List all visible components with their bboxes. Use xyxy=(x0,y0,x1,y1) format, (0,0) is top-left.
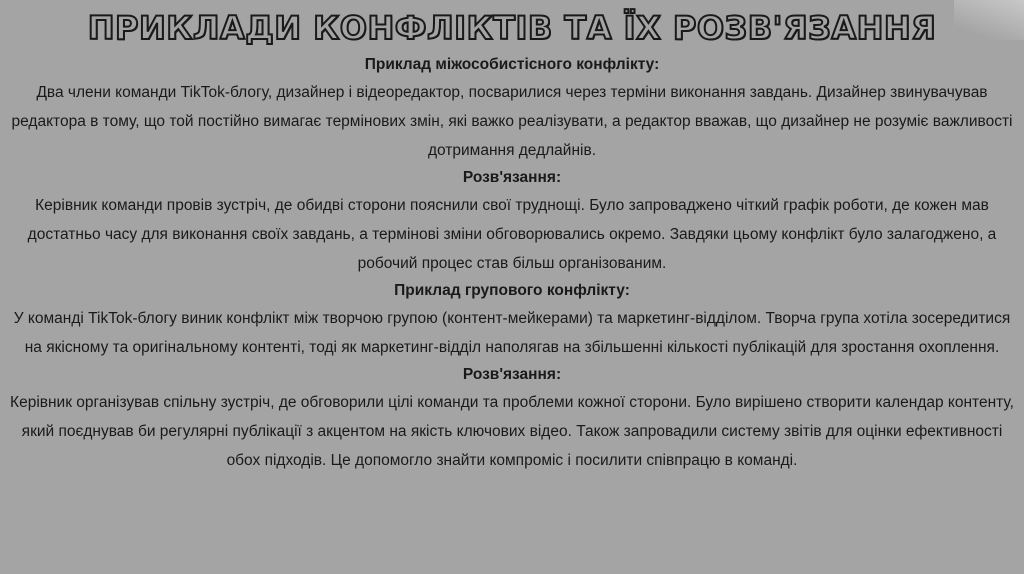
interpersonal-conflict-text: Два члени команди TikTok-блогу, дизайнер і відеоредактор, посварилися через терміни виконання завдань. Дизайнер звинувачував редактора в тому, що той постійно вимагає термінових змін, які важко реалізувати, а редактор вважав, що дизайнер не розуміє важливості дотримання дедлайнів. xyxy=(11,84,1013,159)
interpersonal-resolution-heading: Розв'язання: xyxy=(462,169,562,186)
group-conflict-heading: Приклад групового конфлікту: xyxy=(394,282,630,299)
group-resolution-text: Керівник організував спільну зустріч, де обговорили цілі команди та проблеми кожної сторони. Було вирішено створити календар контенту, який поєднував би регулярні публікації з акцентом на якість ключових відео. Також запровадили систему звітів для оцінки ефективності обох підходів. Це допомогло знайти компроміс і посилити співпрацю в команді. xyxy=(10,394,1014,469)
group-resolution-heading: Розв'язання: xyxy=(462,366,562,383)
slide-content xyxy=(4,52,1020,475)
interpersonal-resolution-text: Керівник команди провів зустріч, де обидві сторони пояснили свої труднощі. Було запроваджено чіткий графік роботи, де кожен мав достатньо часу для виконання своїх завдань, а термінові зміни обговорювались окремо. Завдяки цьому конфлікт було залагоджено, а робочий процес став більш організованим. xyxy=(27,197,997,272)
group-conflict-text: У команді TikTok-блогу виник конфлікт між творчою групою (контент-мейкерами) та маркетинг-відділом. Творча група хотіла зосередитися на якісному та оригінальному контенті, тоді як маркетинг-відділ наполягав на збільшенні кількості публікацій для зростання охоплення. xyxy=(13,310,1011,356)
interpersonal-conflict-heading: Приклад міжособистісного конфлікту: xyxy=(364,56,660,73)
slide-title: ПРИКЛАДИ КОНФЛІКТІВ ТА ЇХ РОЗВ'ЯЗАННЯ xyxy=(87,9,937,47)
